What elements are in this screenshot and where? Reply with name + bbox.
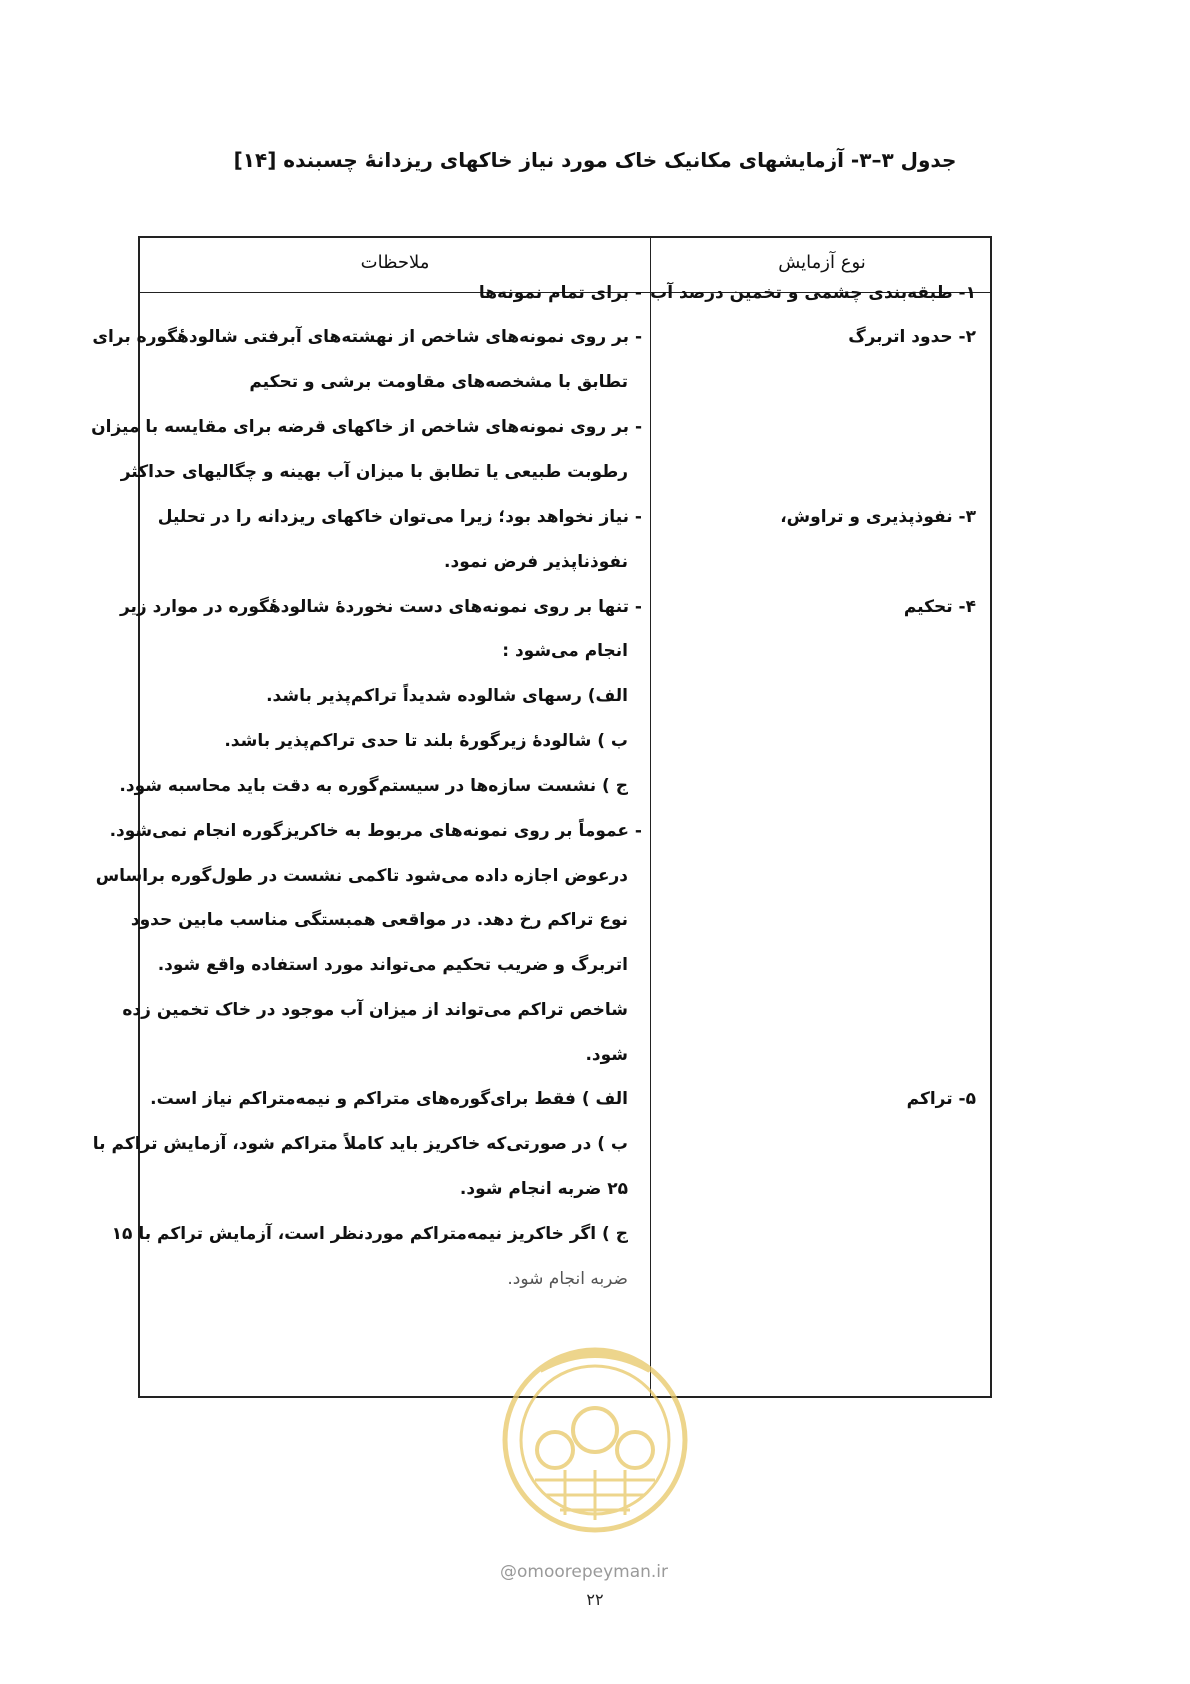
note-line: ب ) شالودهٔ زیرگورهٔ بلند تا حدی تراکم‌پذیر باشد. <box>224 731 628 751</box>
note-line: نفوذناپذیر فرض نمود. <box>444 552 628 572</box>
note-line: - بر روی نمونه‌های شاخص از نهشته‌های آبرفتی شالودهٔگوره برای <box>92 327 642 347</box>
note-line: اتربرگ و ضریب تحکیم می‌تواند مورد استفاده واقع شود. <box>157 955 628 975</box>
watermark-logo-icon <box>480 1330 710 1590</box>
header-notes: ملاحظات <box>360 252 430 273</box>
soil-tests-table <box>91 236 992 1398</box>
note-line: رطوبت طبیعی یا تطابق با میزان آب بهینه و چگالیهای حداکثر <box>120 462 628 482</box>
note-line: شاخص تراکم می‌تواند از میزان آب موجود در خاک تخمین زده <box>122 1000 628 1020</box>
column-divider <box>650 238 651 1396</box>
test-item: ۳- نفوذپذیری و تراوش، <box>780 507 976 527</box>
note-line: - عموماً بر روی نمونه‌های مربوط به خاکریزگوره انجام نمی‌شود. <box>109 821 642 841</box>
note-line: - برای تمام نمونه‌ها <box>478 283 642 303</box>
note-line: ج ) نشست سازه‌ها در سیستم‌گوره به دقت باید محاسبه شود. <box>119 776 628 796</box>
note-line: ب ) در صورتی‌که خاکریز باید کاملاً متراکم شود، آزمایش تراکم با <box>92 1134 628 1154</box>
note-line: درعوض اجازه داده می‌شود تاکمی نشست در طول‌گوره براساس <box>95 866 628 886</box>
note-line: الف) رسهای شالوده شدیداً تراکم‌پذیر باشد. <box>266 686 628 706</box>
note-line: الف ) فقط برای‌گوره‌های متراکم و نیمه‌متراکم نیاز است. <box>150 1089 628 1109</box>
note-line: نوع تراکم رخ دهد. در مواقعی همبستگی مناسب مابین حدود <box>130 910 628 930</box>
test-item: ۱- طبقه‌بندی چشمی و تخمین درصد آب <box>650 283 976 303</box>
test-item: ۲- حدود اتربرگ <box>848 327 976 347</box>
note-line: ج ) اگر خاکریز نیمه‌متراکم موردنظر است، آزمایش تراکم با ۱۵ <box>111 1224 628 1244</box>
test-item: ۵- تراکم <box>906 1089 976 1109</box>
note-line: تطابق با مشخصه‌های مقاومت برشی و تحکیم <box>249 372 628 392</box>
note-line: انجام می‌شود : <box>502 641 628 661</box>
note-line: - تنها بر روی نمونه‌های دست نخوردهٔ شالودهٔگوره در موارد زیر <box>119 597 642 617</box>
page-number: ۲۲ <box>586 1590 604 1609</box>
table-caption: جدول ۳–۳- آزمایشهای مکانیک خاک مورد نیاز خاکهای ریزدانهٔ چسبنده [۱۴] <box>233 148 957 172</box>
header-test-type: نوع آزمایش <box>778 252 866 273</box>
test-item: ۴- تحکیم <box>903 597 976 617</box>
watermark-url: @omoorepeyman.ir <box>500 1562 669 1582</box>
note-line: ۲۵ ضربه انجام شود. <box>459 1179 628 1199</box>
note-line: شود. <box>585 1045 628 1065</box>
note-line: ضربه انجام شود. <box>507 1269 628 1289</box>
note-line: - بر روی نمونه‌های شاخص از خاکهای قرضه برای مقایسه با میزان <box>91 417 642 437</box>
note-line: - نیاز نخواهد بود؛ زیرا می‌توان خاکهای ریزدانه را در تحلیل <box>157 507 642 527</box>
